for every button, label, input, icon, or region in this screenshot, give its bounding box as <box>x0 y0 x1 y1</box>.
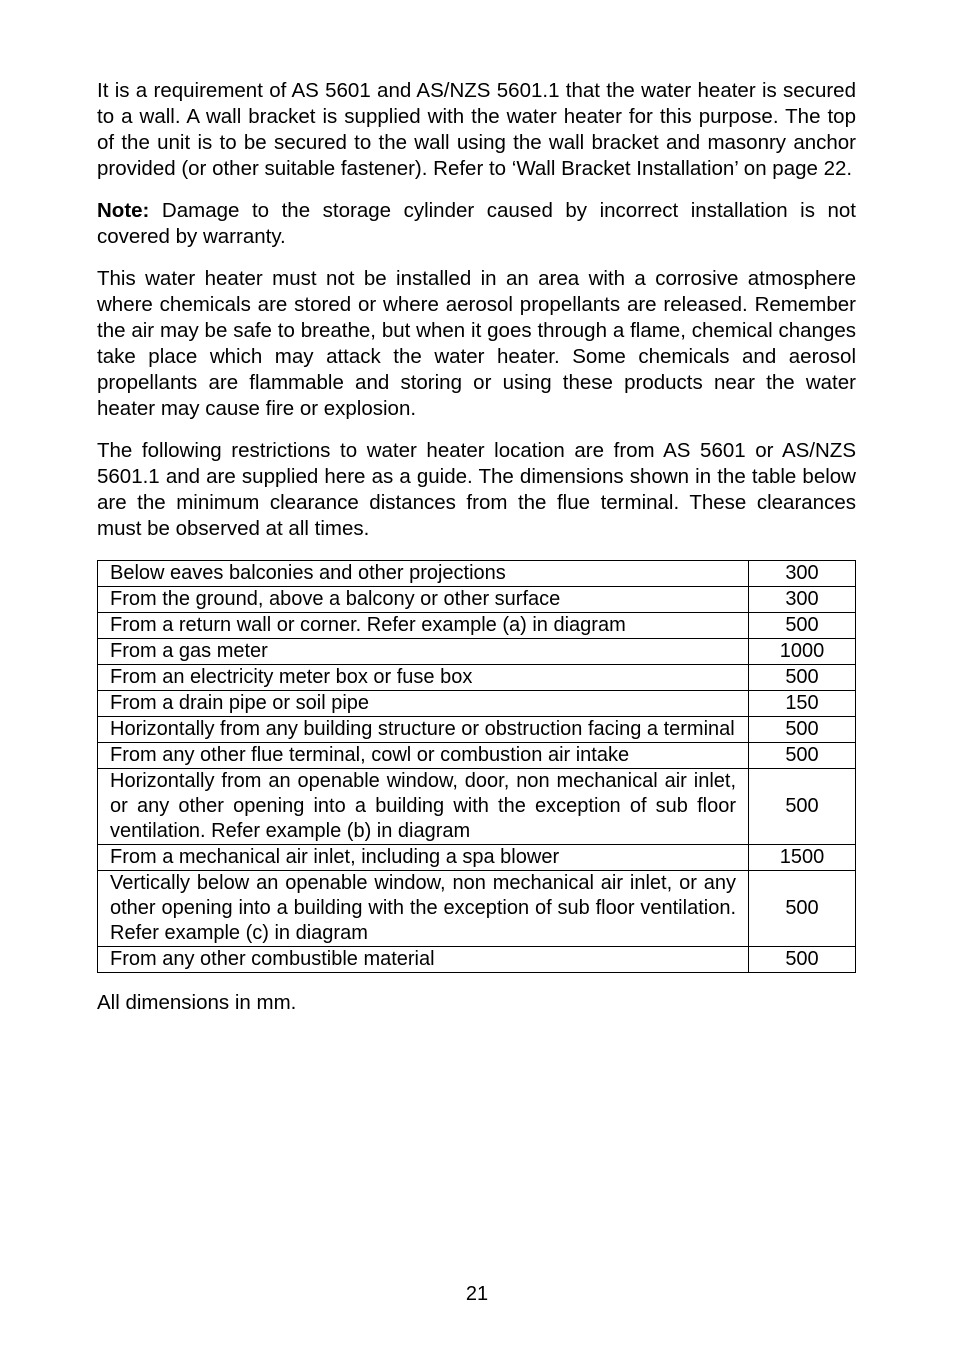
clearance-description: From any other flue terminal, cowl or combustion air intake <box>98 743 749 769</box>
clearance-description: From the ground, above a balcony or other surface <box>98 587 749 613</box>
clearance-description: Horizontally from an openable window, door, non mechanical air inlet, or any other opening into a building with the exception of sub floor ventilation. Refer example (b) in diagram <box>98 769 749 845</box>
clearance-description: From a return wall or corner. Refer example (a) in diagram <box>98 613 749 639</box>
clearance-description: From an electricity meter box or fuse box <box>98 665 749 691</box>
clearance-value: 500 <box>749 743 856 769</box>
table-row <box>98 691 856 717</box>
page-content <box>97 78 856 1032</box>
clearance-description: From a drain pipe or soil pipe <box>98 691 749 717</box>
table-row <box>98 947 856 973</box>
clearance-description: Below eaves balconies and other projections <box>98 561 749 587</box>
table-row <box>98 587 856 613</box>
clearance-value: 500 <box>749 613 856 639</box>
clearance-value: 300 <box>749 561 856 587</box>
clearance-description: From any other combustible material <box>98 947 749 973</box>
clearance-value: 500 <box>749 871 856 947</box>
clearance-table <box>97 560 856 973</box>
clearance-description: Horizontally from any building structure or obstruction facing a terminal <box>98 717 749 743</box>
clearance-value: 500 <box>749 947 856 973</box>
clearance-table-body <box>98 561 856 973</box>
clearance-value: 300 <box>749 587 856 613</box>
warranty-note <box>97 198 856 250</box>
note-label: Note: <box>97 199 150 222</box>
table-row <box>98 665 856 691</box>
clearance-value: 1500 <box>749 845 856 871</box>
table-row <box>98 769 856 845</box>
table-row <box>98 743 856 769</box>
table-row <box>98 871 856 947</box>
corrosive-atmosphere-paragraph: This water heater must not be installed in an area with a corrosive atmosphere where chemicals are stored or where aerosol propellants are released. Remember the air may be safe to breathe, but when it goes through a flame, chemical changes take place which may attack the water heater. Some chemicals and aerosol propellants are flammable and storing or using these products near the water heater may cause fire or explosion. <box>97 267 856 420</box>
clearance-description: From a mechanical air inlet, including a spa blower <box>98 845 749 871</box>
clearance-description: Vertically below an openable window, non mechanical air inlet, or any other opening into a building with the exception of sub floor ventilation. Refer example (c) in diagram <box>98 871 749 947</box>
table-row <box>98 717 856 743</box>
clearance-value: 150 <box>749 691 856 717</box>
wall-bracket-paragraph: It is a requirement of AS 5601 and AS/NZS 5601.1 that the water heater is secured to a wall. A wall bracket is supplied with the water heater for this purpose. The top of the unit is to be secured to the wall using the wall bracket and masonry anchor provided (or other suitable fastener). Refer to ‘Wall Bracket Installation’ on page 22. <box>97 79 856 180</box>
clearance-value: 500 <box>749 665 856 691</box>
table-row <box>98 613 856 639</box>
clearance-value: 500 <box>749 769 856 845</box>
page-number: 21 <box>465 1283 489 1305</box>
clearance-description: From a gas meter <box>98 639 749 665</box>
table-row <box>98 845 856 871</box>
note-text: Damage to the storage cylinder caused by incorrect installation is not covered by warranty. <box>97 199 856 248</box>
clearance-value: 1000 <box>749 639 856 665</box>
table-row <box>98 561 856 587</box>
location-restrictions-paragraph: The following restrictions to water heater location are from AS 5601 or AS/NZS 5601.1 and are supplied here as a guide. The dimensions shown in the table below are the minimum clearance distances from the flue terminal. These clearances must be observed at all times. <box>97 439 856 540</box>
clearance-value: 500 <box>749 717 856 743</box>
dimensions-footnote: All dimensions in mm. <box>97 991 297 1014</box>
table-row <box>98 639 856 665</box>
